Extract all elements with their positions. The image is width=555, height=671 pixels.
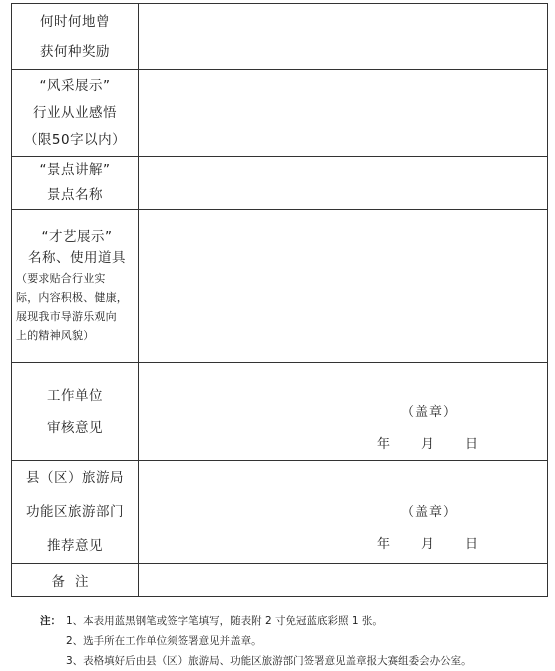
footnotes [40,611,472,671]
table-row [12,461,548,564]
tourism-bureau-label-cell [12,461,139,564]
employer-review-label-cell [12,363,139,461]
date-month: 月 [421,437,435,452]
date-line [377,533,478,552]
date-year: 年 [377,437,391,452]
talent-display-label-cell [12,210,139,363]
label-note-line: （要求贴合行业实 [16,272,106,285]
remarks-label-cell [12,564,139,597]
label-line: “才艺展示” [41,229,113,245]
awards-field[interactable] [139,4,548,70]
seal-mark: （盖章） [401,505,458,520]
label-line: 工作单位 [47,387,103,404]
label-line: “景点讲解” [39,162,111,178]
label-line: 何时何地曾 [40,13,110,30]
label-line: 县（区）旅游局 [26,470,124,486]
label-line: 功能区旅游部门 [26,504,124,520]
table-row [12,363,548,461]
label-line: 获何种奖励 [40,43,110,60]
label-line: 推荐意见 [47,538,103,554]
date-month: 月 [421,537,435,552]
label-line: 名称、使用道具 [28,250,126,266]
label-line: 景点名称 [47,187,103,203]
scenic-explanation-label-cell [12,157,139,210]
employer-review-field[interactable] [139,363,548,461]
note-text: 2、选手所在工作单位须签署意见并盖章。 [66,635,262,647]
note-item [40,611,472,631]
style-display-field[interactable] [139,70,548,157]
registration-form-table [11,3,548,597]
label-line: 审核意见 [47,419,103,436]
table-row [12,4,548,70]
label-note-line: 上的精神风貌） [16,329,95,342]
date-line [377,433,478,452]
table-row [12,157,548,210]
table-row [12,210,548,363]
label-note-line: 展现我市导游乐观向 [16,310,117,323]
tourism-bureau-field[interactable] [139,461,548,564]
label-line: “风采展示” [39,77,111,94]
date-year: 年 [377,537,391,552]
label-line: 备注 [51,574,99,590]
remarks-field[interactable] [139,564,548,597]
note-text: 1、本表用蓝黑钢笔或签字笔填写，随表附 2 寸免冠蓝底彩照 1 张。 [66,615,383,627]
label-line: （限50字以内） [23,131,127,148]
label-note-line: 际，内容积极、健康， [16,291,128,304]
scenic-explanation-field[interactable] [139,157,548,210]
note-text: 3、表格填好后由县（区）旅游局、功能区旅游部门签署意见盖章报大赛组委会办公室。 [66,655,472,667]
table-row [12,70,548,157]
date-day: 日 [465,437,479,452]
talent-display-field[interactable] [139,210,548,363]
seal-mark: （盖章） [401,405,458,420]
label-line: 行业从业感悟 [33,104,117,121]
notes-prefix: 注： [40,615,61,627]
date-day: 日 [465,537,479,552]
note-item [40,631,472,651]
table-row [12,564,548,597]
awards-label-cell [12,4,139,70]
note-item [40,651,472,671]
style-display-label-cell [12,70,139,157]
